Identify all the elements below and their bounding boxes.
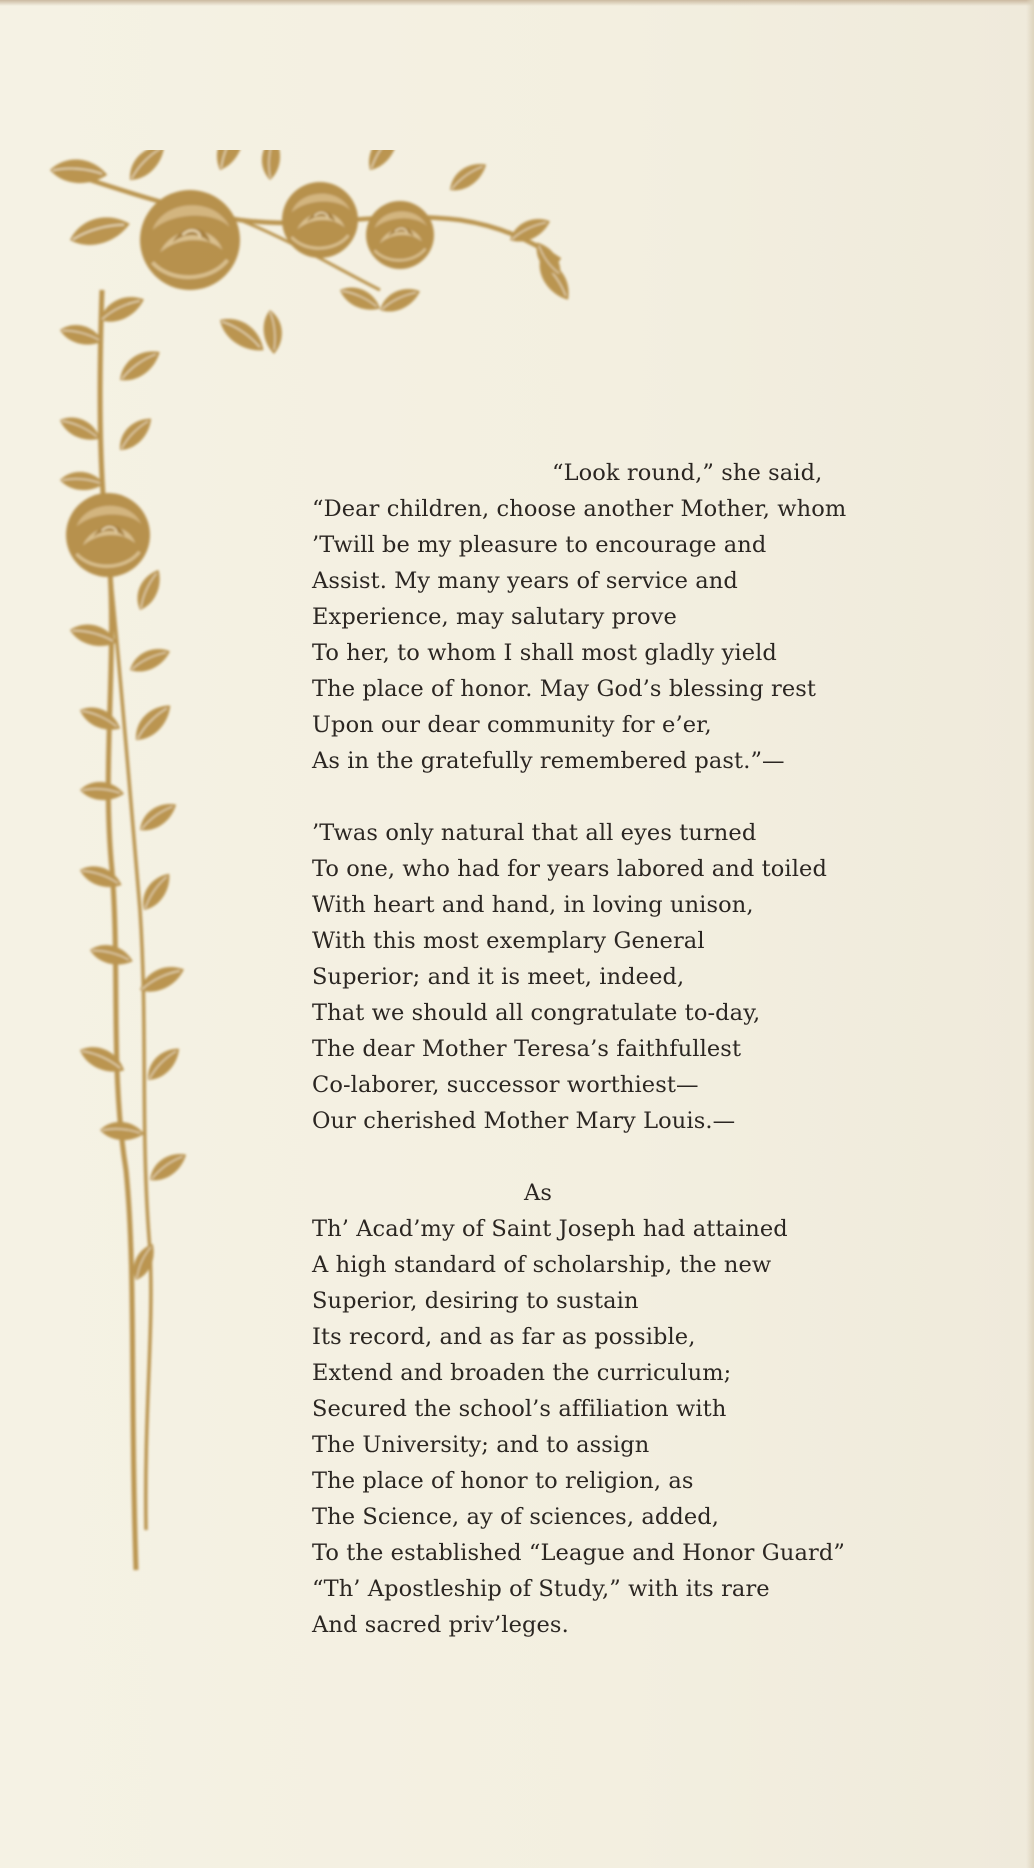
poem-text — [312, 455, 872, 1643]
poem-line: To her, to whom I shall most gladly yield — [312, 640, 777, 666]
poem-line: Its record, and as far as possible, — [312, 1324, 696, 1350]
poem-line: The place of honor to religion, as — [312, 1468, 694, 1494]
stanza-1 — [312, 455, 872, 779]
poem-line: The place of honor. May God’s blessing rest — [312, 676, 817, 702]
paper-right-edge — [1026, 0, 1034, 1868]
poem-line: Our cherished Mother Mary Louis.— — [312, 1108, 736, 1134]
poem-line: Extend and broaden the curriculum; — [312, 1360, 732, 1386]
stanza-2 — [312, 815, 872, 1139]
poem-line: The University; and to assign — [312, 1432, 650, 1458]
poem-line: Experience, may salutary prove — [312, 604, 677, 630]
poem-line: ’Twas only natural that all eyes turned — [312, 820, 757, 846]
poem-line: With this most exemplary General — [312, 928, 705, 954]
poem-line: With heart and hand, in loving unison, — [312, 892, 754, 918]
poem-line: That we should all congratulate to-day, — [312, 1000, 761, 1026]
poem-line: “Look round,” she said, — [552, 460, 823, 486]
poem-line: Secured the school’s affiliation with — [312, 1396, 727, 1422]
poem-line: Assist. My many years of service and — [312, 568, 738, 594]
poem-line: To the established “League and Honor Guard” — [312, 1540, 845, 1566]
paper-top-edge — [0, 0, 1034, 6]
poem-line: “Dear children, choose another Mother, whom — [312, 496, 847, 522]
poem-line: Superior, desiring to sustain — [312, 1288, 639, 1314]
poem-line: A high standard of scholarship, the new — [312, 1252, 772, 1278]
poem-line: The Science, ay of sciences, added, — [312, 1504, 720, 1530]
poem-line: Th’ Acad’my of Saint Joseph had attained — [312, 1216, 788, 1242]
poem-line: Superior; and it is meet, indeed, — [312, 964, 685, 990]
poem-line: The dear Mother Teresa’s faithfullest — [312, 1036, 742, 1062]
poem-line: As — [524, 1180, 552, 1206]
poem-line: Upon our dear community for e’er, — [312, 712, 712, 738]
poem-line: Co-laborer, successor worthiest— — [312, 1072, 699, 1098]
poem-line: As in the gratefully remembered past.”— — [312, 748, 785, 774]
poem-line: “Th’ Apostleship of Study,” with its rare — [312, 1576, 770, 1602]
stanza-3 — [312, 1175, 872, 1643]
poem-line: ’Twill be my pleasure to encourage and — [312, 532, 767, 558]
poem-line: To one, who had for years labored and toiled — [312, 856, 827, 882]
poem-line: And sacred priv’leges. — [312, 1612, 569, 1638]
